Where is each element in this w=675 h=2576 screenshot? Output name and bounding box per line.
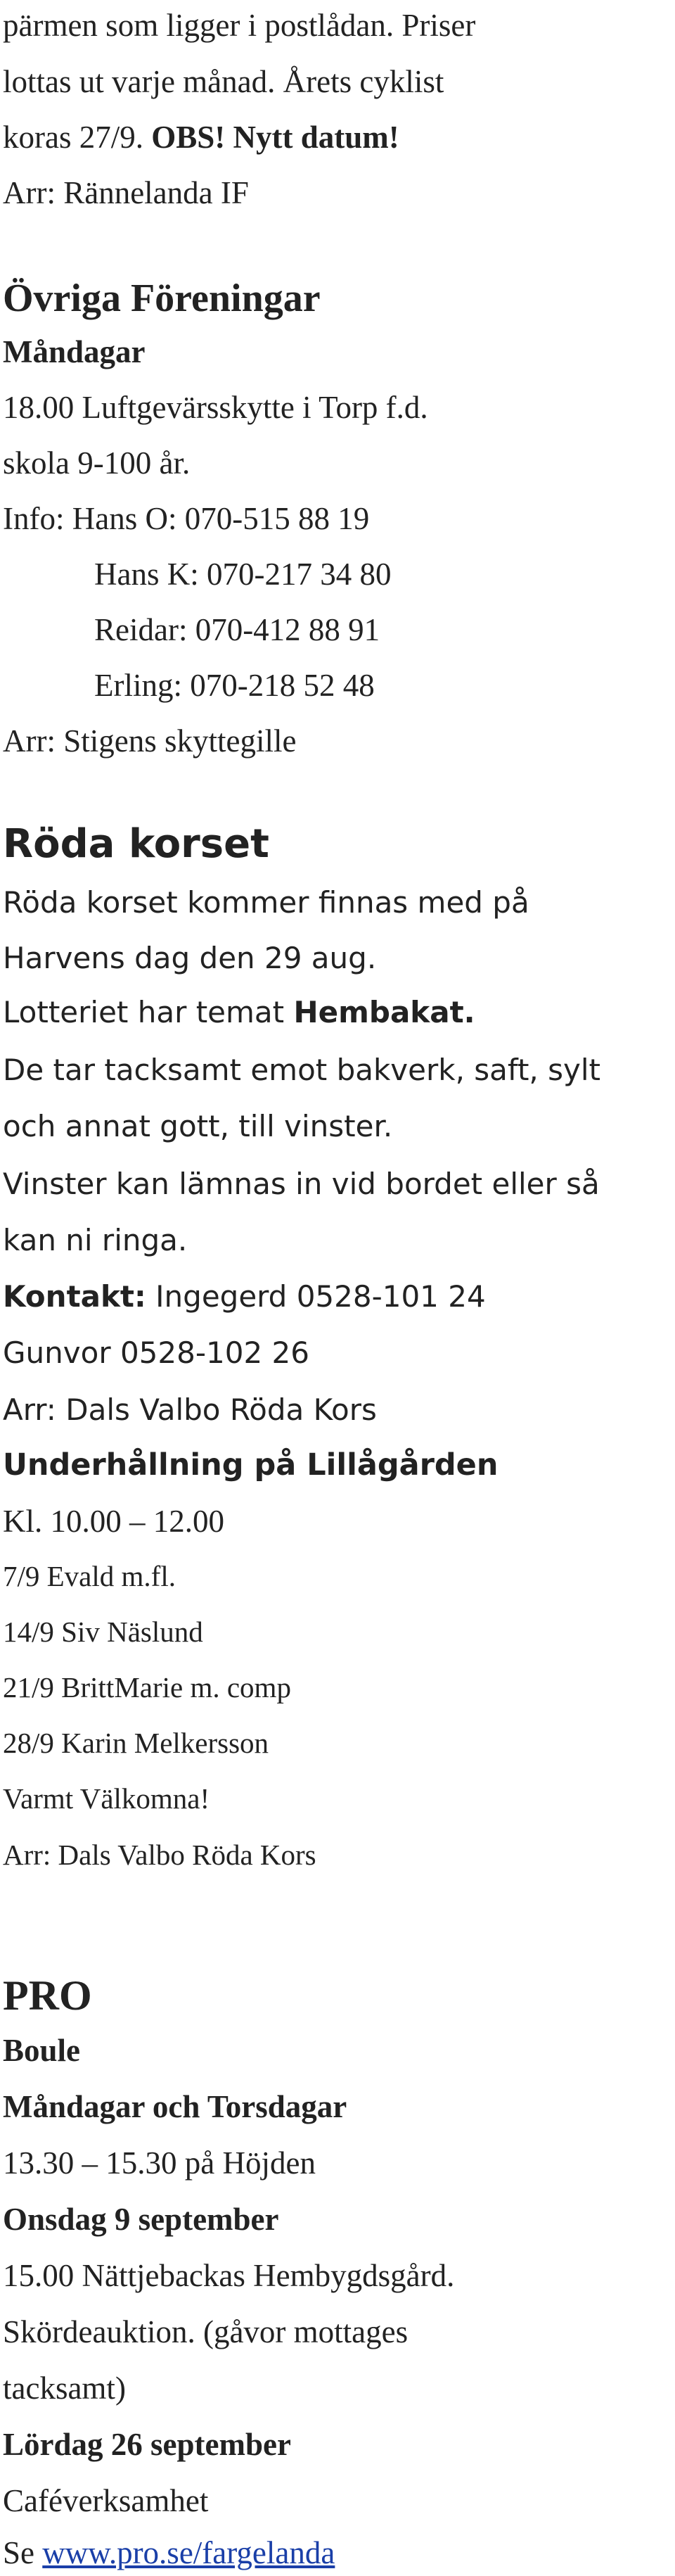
roda-korset-contact [3,1279,486,1314]
pro-date-2-text: Caféverksamhet [3,2483,209,2518]
pro-date-1-text-1: 15.00 Nättjebackas Hembygdsgård. [3,2258,455,2293]
roda-korset-line-3 [3,995,475,1029]
roda-korset-line-6: Vinster kan lämnas in vid bordet eller så [3,1167,600,1201]
pro-see-line [3,2537,335,2569]
ovriga-organizer: Arr: Stigens skyttegille [3,723,297,759]
intro-line-3 [3,122,399,153]
intro-organizer: Arr: Rännelanda IF [3,175,249,210]
intro-line-1: pärmen som ligger i postlådan. Priser [3,8,476,43]
pro-date-1-text-3: tacksamt) [3,2371,126,2406]
pro-boule: Boule [3,2033,81,2068]
ovriga-activity-1: 18.00 Luftgevärsskytte i Torp f.d. [3,390,428,425]
pro-days-time: 13.30 – 15.30 på Höjden [3,2145,316,2181]
roda-korset-organizer-2: Arr: Dals Valbo Röda Kors [3,1839,316,1871]
ovriga-info: Info: Hans O: 070-515 88 19 [3,501,370,536]
ovriga-contact: Erling: 070-218 52 48 [94,668,375,703]
section-heading-pro: PRO [3,1972,92,2019]
ovriga-day: Måndagar [3,334,146,369]
roda-korset-line-1: Röda korset kommer finnas med på [3,885,529,920]
ovriga-contact: Reidar: 070-412 88 91 [94,612,380,647]
schedule-item: 14/9 Siv Näslund [3,1616,203,1648]
roda-korset-line-4: De tar tacksamt emot bakverk, saft, sylt [3,1053,601,1087]
pro-date-1: Onsdag 9 september [3,2202,279,2237]
entertainment-time: Kl. 10.00 – 12.00 [3,1504,224,1539]
intro-notice: OBS! Nytt datum! [151,120,399,155]
intro-line-2: lottas ut varje månad. Årets cyklist [3,64,444,99]
roda-korset-theme: Hembakat. [293,995,475,1029]
welcome-text: Varmt Välkomna! [3,1782,210,1815]
schedule-item: 7/9 Evald m.fl. [3,1560,176,1592]
ovriga-activity-2: skola 9-100 år. [3,445,191,481]
section-heading-roda-korset: Röda korset [3,821,269,867]
roda-korset-organizer: Arr: Dals Valbo Röda Kors [3,1392,377,1427]
roda-korset-line-2: Harvens dag den 29 aug. [3,941,377,975]
roda-korset-line-3-text: Lotteriet har temat [3,995,294,1029]
schedule-item: 28/9 Karin Melkersson [3,1727,269,1759]
section-heading-ovriga: Övriga Föreningar [3,277,321,320]
contact-value: Ingegerd 0528-101 24 [146,1279,486,1314]
roda-korset-contact-2: Gunvor 0528-102 26 [3,1335,309,1370]
intro-line-3-text: koras 27/9. [3,120,152,155]
roda-korset-line-7: kan ni ringa. [3,1223,188,1257]
schedule-item: 21/9 BrittMarie m. comp [3,1671,291,1703]
contact-label: Kontakt: [3,1279,146,1314]
ovriga-contact: Hans K: 070-217 34 80 [94,557,392,592]
pro-date-1-text-2: Skördeauktion. (gåvor mottages [3,2314,409,2349]
see-prefix: Se [3,2535,43,2570]
roda-korset-line-5: och annat gott, till vinster. [3,1109,393,1143]
pro-date-2: Lördag 26 september [3,2427,291,2462]
pro-days: Måndagar och Torsdagar [3,2089,347,2124]
pro-website-link[interactable]: www.pro.se/fargelanda [42,2535,335,2570]
entertainment-heading: Underhållning på Lillågården [3,1447,499,1483]
